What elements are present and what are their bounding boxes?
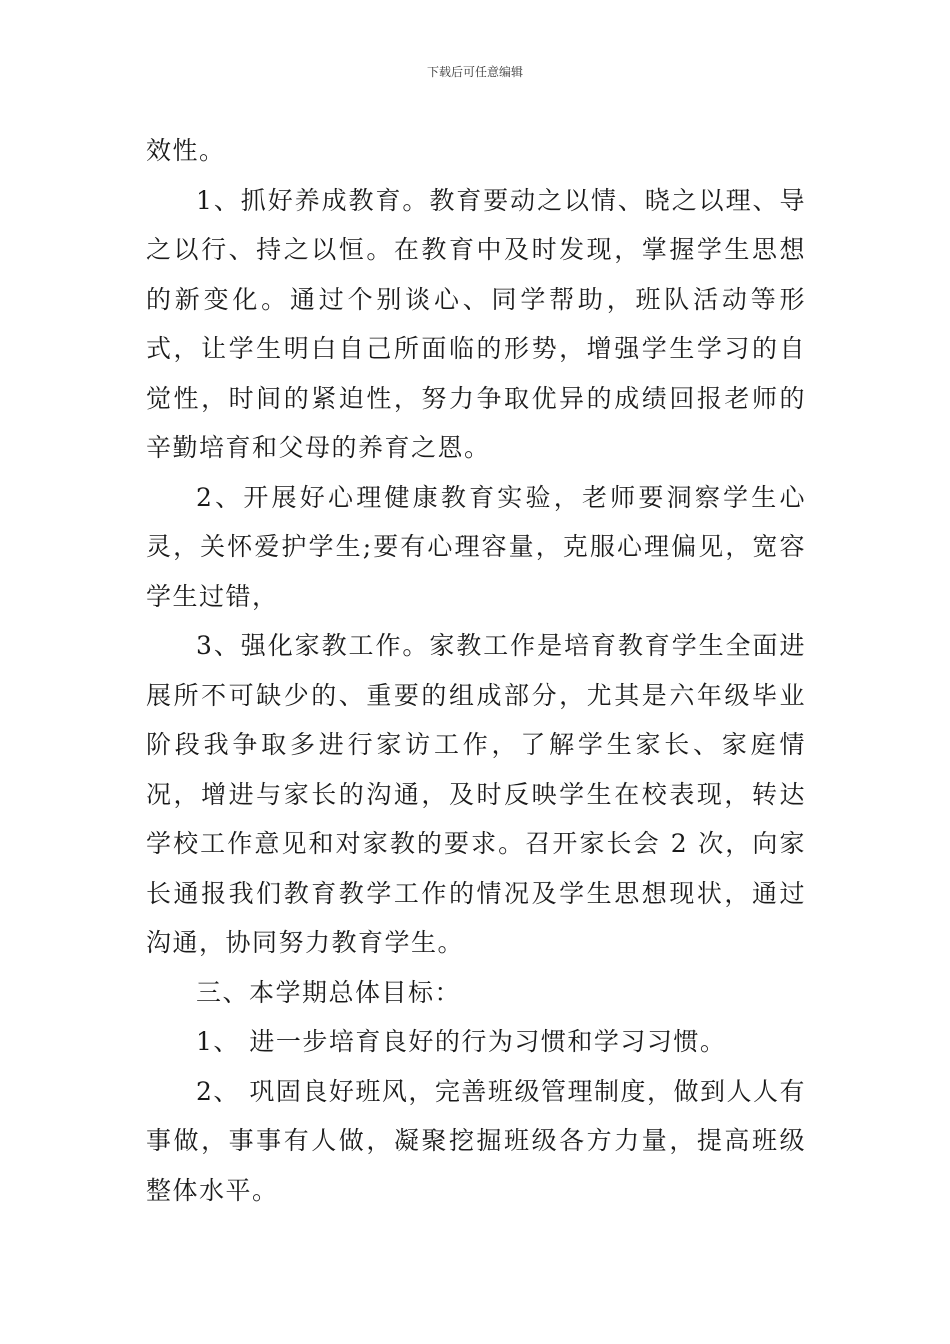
goal-item-2: 2、 巩固良好班风，完善班级管理制度，做到人人有事做，事事有人做，凝聚挖掘班级各方力量，提高班级整体水平。 bbox=[146, 1076, 806, 1205]
document-body bbox=[146, 126, 806, 1215]
paragraph-item-2: 2、开展好心理健康教育实验，老师要洞察学生心灵，关怀爱护学生;要有心理容量，克服心理偏见，宽容学生过错， bbox=[146, 482, 806, 611]
paragraph-item-1: 1、抓好养成教育。教育要动之以情、晓之以理、导之以行、持之以恒。在教育中及时发现，掌握学生思想的新变化。通过个别谈心、同学帮助，班队活动等形式，让学生明白自己所面临的形势，增强学生学习的自觉性，时间的紧迫性，努力争取优异的成绩回报老师的辛勤培育和父母的养育之恩。 bbox=[146, 185, 806, 462]
paragraph-item-3: 3、强化家教工作。家教工作是培育教育学生全面进展所不可缺少的、重要的组成部分，尤其是六年级毕业阶段我争取多进行家访工作，了解学生家长、家庭情况，增进与家长的沟通，及时反映学生在校表现，转达学校工作意见和对家教的要求。召开家长会 2 次，向家长通报我们教育教学工作的情况及学生思想现状，通过沟通，协同努力教育学生。 bbox=[146, 631, 806, 957]
paragraph-continuation: 效性。 bbox=[146, 136, 226, 165]
section-heading-goals: 三、本学期总体目标： bbox=[196, 977, 462, 1007]
page-header: 下载后可任意编辑 bbox=[426, 65, 523, 79]
goal-item-1: 1、 进一步培育良好的行为习惯和学习习惯。 bbox=[196, 1027, 727, 1056]
